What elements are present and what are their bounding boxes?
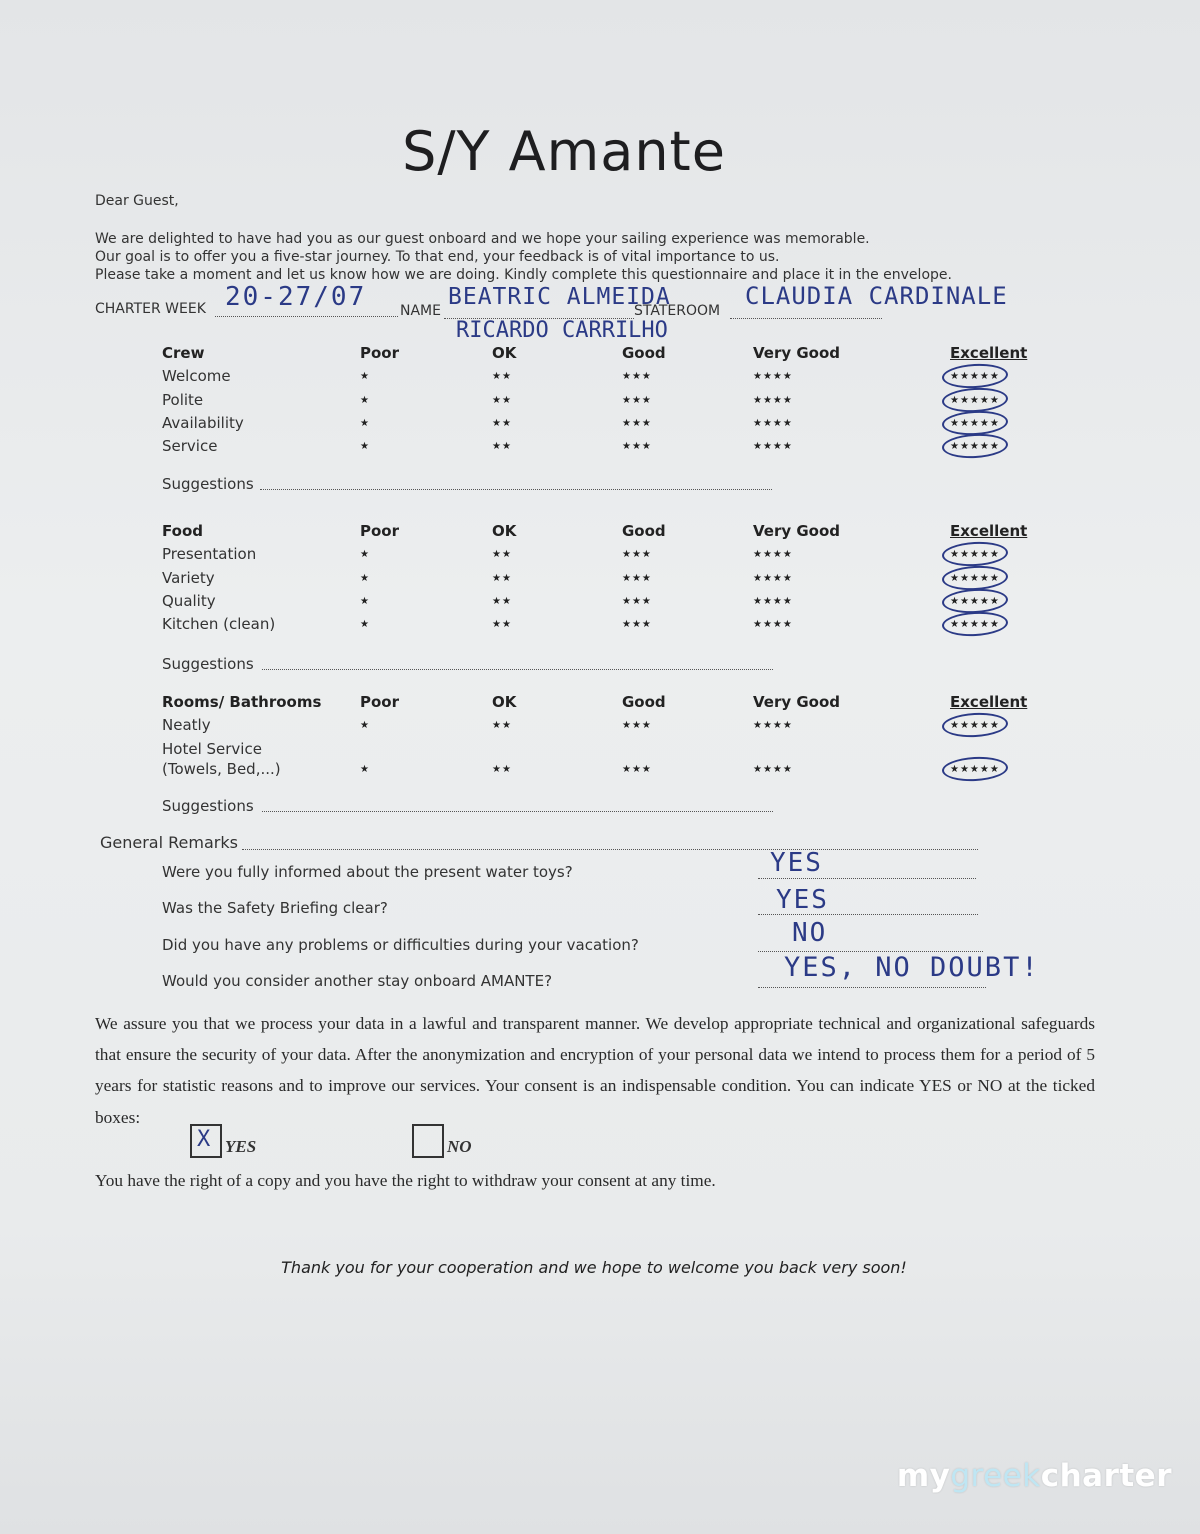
rating-item-label: Service xyxy=(162,437,218,456)
star-option-1[interactable]: ★ xyxy=(360,595,370,607)
intro-line-1: We are delighted to have had you as our guest onboard and we hope your sailing experience was memorable. xyxy=(95,231,870,247)
selection-circle xyxy=(941,755,1008,782)
stateroom-label: STATEROOM xyxy=(634,303,721,319)
consent-yes-label: YES xyxy=(225,1137,257,1156)
scale-excellent: Excellent xyxy=(950,344,1028,362)
star-option-4[interactable]: ★★★★ xyxy=(753,763,793,775)
star-option-1[interactable]: ★ xyxy=(360,417,370,429)
consent-no-checkbox[interactable] xyxy=(412,1124,444,1158)
scale-poor: Poor xyxy=(360,344,400,362)
rating-item-label: Hotel Service xyxy=(162,739,262,758)
consent-no-label: NO xyxy=(447,1137,472,1156)
watermark-logo xyxy=(897,1458,1172,1494)
document-title: S/Y Amante xyxy=(402,120,726,183)
intro-line-2: Our goal is to offer you a five-star journey. To that end, your feedback is of vital importance to us. xyxy=(95,249,780,265)
star-option-5[interactable]: ★★★★★ xyxy=(950,394,1000,406)
scale-ok: OK xyxy=(492,693,517,711)
star-option-4[interactable]: ★★★★ xyxy=(753,572,793,584)
star-option-2[interactable]: ★★ xyxy=(492,371,512,383)
rating-item-label: Neatly xyxy=(162,716,211,735)
rooms-section xyxy=(162,693,1042,783)
star-option-5[interactable]: ★★★★★ xyxy=(950,572,1000,584)
name-value-2[interactable]: RICARDO CARRILHO xyxy=(456,318,668,343)
star-option-4[interactable]: ★★★★ xyxy=(753,720,793,732)
star-option-3[interactable]: ★★★ xyxy=(622,441,652,453)
food-header-row xyxy=(162,522,1042,545)
star-option-4[interactable]: ★★★★ xyxy=(753,441,793,453)
rating-row xyxy=(162,391,1042,414)
scale-very-good: Very Good xyxy=(753,344,841,362)
star-option-3[interactable]: ★★★ xyxy=(622,619,652,631)
star-option-4[interactable]: ★★★★ xyxy=(753,394,793,406)
rooms-header-row xyxy=(162,693,1042,716)
scale-very-good: Very Good xyxy=(753,522,841,540)
selection-circle xyxy=(941,712,1008,739)
star-option-2[interactable]: ★★ xyxy=(492,595,512,607)
consent-yes-mark: X xyxy=(197,1127,211,1152)
crew-suggestions-label: Suggestions xyxy=(162,475,254,493)
selection-circle xyxy=(941,409,1008,436)
answer-line-4 xyxy=(758,987,986,988)
charter-week-line xyxy=(215,316,398,317)
question-4: Would you consider another stay onboard AMANTE? xyxy=(162,972,553,990)
watermark-part-1: my xyxy=(896,1458,951,1494)
star-option-3[interactable]: ★★★ xyxy=(622,572,652,584)
star-option-2[interactable]: ★★ xyxy=(492,417,512,429)
general-remarks-label: General Remarks xyxy=(100,833,238,852)
greeting: Dear Guest, xyxy=(95,193,179,209)
star-option-2[interactable]: ★★ xyxy=(492,619,512,631)
scale-excellent: Excellent xyxy=(950,522,1028,540)
rating-row xyxy=(162,592,1042,615)
star-option-1[interactable]: ★ xyxy=(360,572,370,584)
star-option-5[interactable]: ★★★★★ xyxy=(950,595,1000,607)
star-option-4[interactable]: ★★★★ xyxy=(753,417,793,429)
rating-item-label: Welcome xyxy=(162,367,231,386)
selection-circle xyxy=(941,432,1008,459)
rating-item-label: Variety xyxy=(162,568,215,587)
star-option-5[interactable]: ★★★★★ xyxy=(950,720,1000,732)
answer-line-1 xyxy=(758,878,976,879)
answer-3[interactable]: NO xyxy=(792,918,828,948)
star-option-3[interactable]: ★★★ xyxy=(622,549,652,561)
general-remarks-line[interactable] xyxy=(242,849,978,850)
scale-very-good: Very Good xyxy=(753,693,841,711)
star-option-2[interactable]: ★★ xyxy=(492,572,512,584)
star-option-3[interactable]: ★★★ xyxy=(622,720,652,732)
star-option-2[interactable]: ★★ xyxy=(492,763,512,775)
food-suggestions-label: Suggestions xyxy=(162,655,254,673)
rating-row-label-only xyxy=(162,740,1042,760)
star-option-1[interactable]: ★ xyxy=(360,371,370,383)
crew-header-row xyxy=(162,344,1042,367)
question-2: Was the Safety Briefing clear? xyxy=(162,899,388,917)
star-option-3[interactable]: ★★★ xyxy=(622,595,652,607)
stateroom-line xyxy=(730,318,882,319)
rating-row xyxy=(162,414,1042,437)
rooms-suggestions-line[interactable] xyxy=(262,811,773,812)
food-suggestions-line[interactable] xyxy=(262,669,773,670)
rating-item-label: Kitchen (clean) xyxy=(162,615,276,634)
star-option-4[interactable]: ★★★★ xyxy=(753,371,793,383)
star-option-5[interactable]: ★★★★★ xyxy=(950,417,1000,429)
scale-poor: Poor xyxy=(360,522,400,540)
scale-excellent: Excellent xyxy=(950,693,1028,711)
star-option-4[interactable]: ★★★★ xyxy=(753,549,793,561)
charter-week-label: CHARTER WEEK xyxy=(95,301,206,317)
star-option-4[interactable]: ★★★★ xyxy=(753,619,793,631)
scale-good: Good xyxy=(622,693,666,711)
rating-item-label: Quality xyxy=(162,591,216,610)
rooms-suggestions-label: Suggestions xyxy=(162,797,254,815)
star-option-4[interactable]: ★★★★ xyxy=(753,595,793,607)
star-option-1[interactable]: ★ xyxy=(360,619,370,631)
answer-2[interactable]: YES xyxy=(776,885,829,915)
data-privacy-text: We assure you that we process your data in a lawful and transparent manner. We develop appropriate technical and organizational safeguards that ensure the security of your data. After the anonymization and encryption of your personal data we intend to process them for a period of 5 years for statistic reasons and to improve our services. Your consent is an indispensable condition. You can indicate YES or NO at the ticked boxes: xyxy=(95,1014,1095,1127)
rating-row xyxy=(162,569,1042,592)
rating-row xyxy=(162,716,1042,739)
answer-4[interactable]: YES, NO DOUBT! xyxy=(784,952,1040,983)
rating-item-label: Availability xyxy=(162,413,244,432)
name-value-1[interactable]: BEATRIC ALMEIDA xyxy=(448,284,671,310)
stateroom-value[interactable]: CLAUDIA CARDINALE xyxy=(745,282,1008,310)
star-option-5[interactable]: ★★★★★ xyxy=(950,371,1000,383)
star-option-5[interactable]: ★★★★★ xyxy=(950,549,1000,561)
consent-yes-checkbox[interactable] xyxy=(190,1124,222,1158)
selection-circle xyxy=(941,386,1008,413)
star-option-3[interactable]: ★★★ xyxy=(622,371,652,383)
star-option-5[interactable]: ★★★★★ xyxy=(950,441,1000,453)
name-label: NAME xyxy=(400,303,441,319)
star-option-2[interactable]: ★★ xyxy=(492,394,512,406)
rating-row xyxy=(162,615,1042,638)
star-option-1[interactable]: ★ xyxy=(360,549,370,561)
scale-ok: OK xyxy=(492,344,517,362)
star-option-2[interactable]: ★★ xyxy=(492,549,512,561)
thank-you-note: Thank you for your cooperation and we hope to welcome you back very soon! xyxy=(281,1258,907,1277)
rating-row xyxy=(162,760,1042,783)
section-heading: Crew xyxy=(162,344,205,362)
rating-item-label: Polite xyxy=(162,390,204,409)
crew-suggestions-line[interactable] xyxy=(260,489,772,490)
selection-circle xyxy=(941,541,1008,568)
selection-circle xyxy=(941,363,1008,390)
rating-row xyxy=(162,367,1042,390)
star-option-2[interactable]: ★★ xyxy=(492,720,512,732)
star-option-3[interactable]: ★★★ xyxy=(622,763,652,775)
rights-text: You have the right of a copy and you have the right to withdraw your consent at any time. xyxy=(95,1171,716,1190)
star-option-1[interactable]: ★ xyxy=(360,763,370,775)
rating-row xyxy=(162,437,1042,460)
intro-line-3: Please take a moment and let us know how we are doing. Kindly complete this questionnaire and place it in the envelope. xyxy=(95,267,952,283)
question-1: Were you fully informed about the present water toys? xyxy=(162,863,573,881)
selection-circle xyxy=(941,564,1008,591)
scale-good: Good xyxy=(622,344,666,362)
star-option-5[interactable]: ★★★★★ xyxy=(950,619,1000,631)
selection-circle xyxy=(941,587,1008,614)
charter-week-value[interactable]: 20-27/07 xyxy=(225,282,367,312)
star-option-1[interactable]: ★ xyxy=(360,720,370,732)
crew-section xyxy=(162,344,1042,460)
section-heading: Food xyxy=(162,522,203,540)
scale-poor: Poor xyxy=(360,693,400,711)
star-option-5[interactable]: ★★★★★ xyxy=(950,763,1000,775)
rating-item-label: Presentation xyxy=(162,545,257,564)
answer-1[interactable]: YES xyxy=(770,848,823,878)
question-3: Did you have any problems or difficulties during your vacation? xyxy=(162,936,639,954)
star-option-1[interactable]: ★ xyxy=(360,394,370,406)
star-option-1[interactable]: ★ xyxy=(360,441,370,453)
star-option-3[interactable]: ★★★ xyxy=(622,417,652,429)
section-heading: Rooms/ Bathrooms xyxy=(162,693,322,711)
star-option-2[interactable]: ★★ xyxy=(492,441,512,453)
food-section xyxy=(162,522,1042,638)
rating-row xyxy=(162,545,1042,568)
watermark-part-3: charter xyxy=(1040,1458,1172,1494)
scale-good: Good xyxy=(622,522,666,540)
watermark-part-2: greek xyxy=(950,1458,1041,1494)
rating-item-label: (Towels, Bed,...) xyxy=(162,759,281,778)
selection-circle xyxy=(941,610,1008,637)
scale-ok: OK xyxy=(492,522,517,540)
star-option-3[interactable]: ★★★ xyxy=(622,394,652,406)
